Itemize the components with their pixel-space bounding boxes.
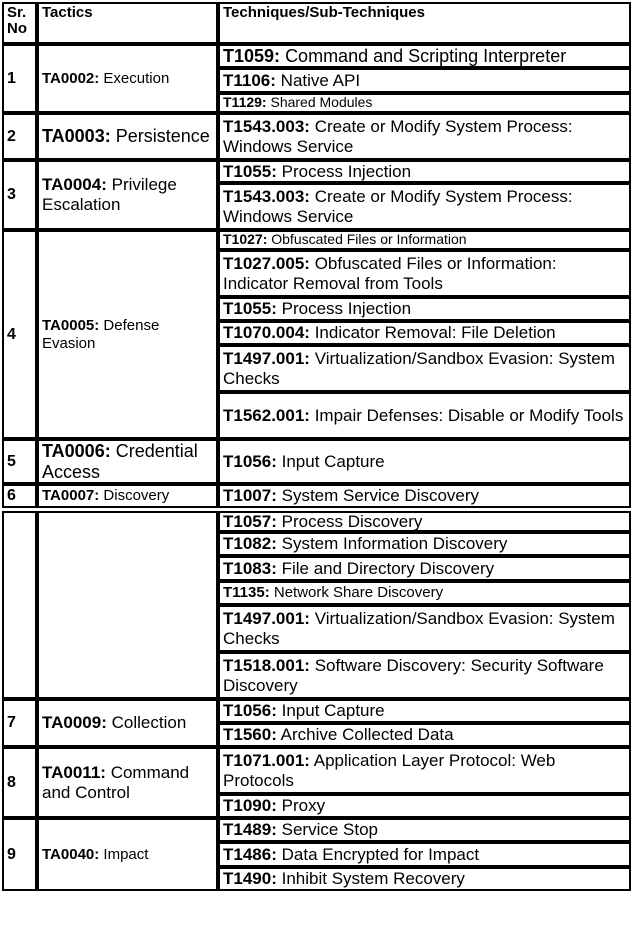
srno-cell [2, 230, 37, 439]
technique-name: Create or Modify System Process: Windows Service [223, 187, 573, 226]
technique-text [223, 232, 467, 248]
technique-cell [218, 605, 631, 652]
technique-name: Virtualization/Sandbox Evasion: System Checks [223, 349, 615, 388]
technique-id: T1490: [223, 869, 277, 889]
srno-value: 8 [7, 773, 16, 791]
tactic-name: Discovery [103, 487, 170, 505]
srno-cell [2, 484, 37, 508]
header-techniques: Techniques/Sub-Techniques [218, 2, 631, 44]
technique-id: T1027.005: [223, 254, 310, 274]
technique-cell [218, 250, 631, 297]
technique-text [223, 534, 507, 553]
srno-value: 7 [7, 714, 16, 731]
technique-text [223, 869, 465, 888]
technique-text [223, 406, 623, 425]
technique-cell [218, 818, 631, 842]
tactic-name: Execution [103, 69, 170, 87]
tactic-cell [37, 44, 218, 113]
technique-id: T1543.003: [223, 187, 310, 207]
technique-cell [218, 511, 631, 532]
technique-id: T1057: [223, 511, 277, 531]
technique-cell [218, 747, 631, 794]
technique-cell [218, 392, 631, 439]
technique-name: System Service Discovery [281, 486, 480, 506]
technique-name: Indicator Removal: File Deletion [314, 323, 556, 343]
tactic-text [42, 70, 169, 87]
technique-text [223, 117, 626, 155]
technique-id: T1543.003: [223, 117, 310, 137]
technique-name: Virtualization/Sandbox Evasion: System Checks [223, 609, 615, 648]
technique-text [223, 796, 325, 815]
technique-id: T1090: [223, 796, 277, 816]
tactic-id: TA0003: [42, 126, 111, 147]
technique-text [223, 585, 443, 602]
srno-value: 1 [7, 69, 16, 87]
technique-id: T1489: [223, 820, 277, 840]
technique-cell [218, 44, 631, 68]
technique-text [223, 701, 385, 720]
technique-name: Software Discovery: Security Software Discovery [223, 656, 604, 695]
srno-cell [2, 160, 37, 230]
srno-cell [2, 113, 37, 160]
technique-name: Input Capture [281, 701, 385, 721]
technique-id: T1486: [223, 844, 277, 864]
tactic-id: TA0011: [42, 762, 106, 782]
tactic-name: Collection [111, 713, 187, 733]
srno-cell [2, 747, 37, 818]
technique-id: T1083: [223, 558, 277, 578]
technique-id: T1027: [223, 231, 268, 248]
technique-name: Network Share Discovery [273, 583, 444, 601]
technique-id: T1135: [223, 583, 270, 601]
tactic-name: Persistence [115, 126, 210, 147]
technique-name: Data Encrypted for Impact [281, 844, 480, 864]
tactic-name: Impact [103, 845, 149, 863]
technique-name: Process Discovery [281, 511, 423, 531]
technique-name: Input Capture [281, 451, 385, 471]
tactic-text [42, 175, 213, 214]
technique-id: T1518.001: [223, 656, 310, 676]
technique-text [223, 512, 422, 531]
technique-cell [218, 484, 631, 508]
srno-value: 4 [7, 325, 16, 343]
technique-cell [218, 723, 631, 747]
tactic-text [42, 487, 169, 504]
technique-id: T1007: [223, 486, 277, 506]
technique-text [223, 452, 385, 471]
technique-name: Application Layer Protocol: Web Protocols [223, 751, 556, 790]
technique-id: T1082: [223, 534, 277, 554]
technique-cell [218, 699, 631, 723]
technique-text [223, 845, 479, 864]
technique-cell [218, 321, 631, 345]
technique-cell [218, 867, 631, 891]
technique-id: T1106: [223, 70, 276, 90]
tactic-text [42, 713, 186, 733]
tactic-name: Credential Access [42, 440, 198, 482]
header-tactics: Tactics [37, 2, 218, 44]
technique-name: Proxy [281, 796, 326, 816]
technique-id: T1497.001: [223, 349, 310, 369]
tactic-id: TA0005: [42, 317, 100, 335]
technique-cell [218, 439, 631, 484]
tactic-cell [37, 818, 218, 891]
technique-name: Native API [280, 70, 361, 90]
srno-cell [2, 439, 37, 484]
technique-id: T1056: [223, 451, 277, 471]
technique-name: Process Injection [281, 299, 412, 319]
technique-cell [218, 794, 631, 818]
technique-text [223, 559, 494, 578]
technique-text [223, 46, 566, 66]
tactic-cell [37, 113, 218, 160]
technique-text [223, 71, 360, 90]
srno-cell [2, 699, 37, 747]
technique-id: T1056: [223, 701, 277, 721]
technique-name: Command and Scripting Interpreter [285, 45, 567, 66]
technique-name: System Information Discovery [281, 534, 508, 554]
header-srno: Sr. No [2, 2, 37, 44]
srno-value: 6 [7, 487, 16, 504]
technique-name: Create or Modify System Process: Windows Service [223, 117, 573, 156]
technique-cell [218, 113, 631, 160]
tactic-cell-empty [37, 511, 218, 699]
technique-cell [218, 297, 631, 321]
technique-text [223, 820, 378, 839]
technique-id: T1070.004: [223, 323, 310, 343]
technique-cell [218, 345, 631, 392]
technique-text [223, 323, 556, 342]
tactic-name: Command and Control [42, 762, 190, 802]
technique-cell [218, 160, 631, 183]
tactic-text [42, 846, 148, 863]
tactic-name: Defense Evasion [42, 317, 160, 352]
srno-value: 5 [7, 452, 16, 470]
tactic-name: Privilege Escalation [42, 175, 177, 214]
technique-text [223, 187, 626, 225]
tactic-cell [37, 747, 218, 818]
technique-name: Process Injection [281, 161, 412, 181]
technique-cell [218, 532, 631, 556]
tactic-cell [37, 699, 218, 747]
technique-name: Impair Defenses: Disable or Modify Tools [314, 405, 624, 425]
technique-cell [218, 93, 631, 113]
tactic-cell [37, 439, 218, 484]
technique-name: Obfuscated Files or Information: Indicator Removal from Tools [223, 254, 557, 293]
tactic-text [42, 126, 210, 147]
technique-name: Shared Modules [270, 94, 373, 111]
technique-id: T1055: [223, 161, 277, 181]
srno-cell-empty [2, 511, 37, 699]
technique-text [223, 299, 411, 318]
technique-name: Obfuscated Files or Information [271, 231, 467, 248]
tactic-cell [37, 484, 218, 508]
technique-cell [218, 842, 631, 867]
srno-cell [2, 44, 37, 113]
srno-cell [2, 818, 37, 891]
technique-cell [218, 68, 631, 93]
srno-value: 2 [7, 127, 16, 145]
technique-text [223, 609, 626, 647]
technique-name: Archive Collected Data [280, 725, 454, 745]
technique-name: Inhibit System Recovery [281, 869, 465, 889]
technique-name: File and Directory Discovery [281, 558, 495, 578]
tactic-cell [37, 160, 218, 230]
technique-text [223, 162, 411, 181]
srno-value: 9 [7, 845, 16, 863]
technique-id: T1055: [223, 299, 277, 319]
technique-id: T1129: [223, 94, 267, 111]
technique-text [223, 349, 626, 387]
technique-text [223, 751, 626, 789]
technique-cell [218, 652, 631, 699]
tactic-id: TA0002: [42, 69, 100, 87]
technique-text [223, 254, 626, 292]
tactic-id: TA0040: [42, 845, 100, 863]
tactic-id: TA0007: [42, 487, 100, 505]
tactic-text [42, 763, 213, 802]
technique-text [223, 725, 454, 744]
tactic-text [42, 441, 213, 482]
tactic-id: TA0004: [42, 175, 107, 195]
technique-name: Service Stop [281, 820, 378, 840]
technique-text [223, 95, 372, 111]
technique-id: T1560: [223, 725, 277, 745]
tactic-cell [37, 230, 218, 439]
technique-cell [218, 581, 631, 605]
srno-value: 3 [7, 186, 16, 203]
tactic-id: TA0006: [42, 440, 111, 461]
technique-cell [218, 183, 631, 230]
tactic-id: TA0009: [42, 713, 107, 733]
technique-cell [218, 230, 631, 250]
technique-id: T1497.001: [223, 609, 310, 629]
tactic-text [42, 317, 213, 352]
technique-cell [218, 556, 631, 581]
technique-id: T1071.001: [223, 751, 310, 771]
technique-id: T1562.001: [223, 405, 310, 425]
technique-text [223, 656, 626, 694]
technique-text [223, 486, 479, 505]
technique-id: T1059: [223, 45, 281, 66]
